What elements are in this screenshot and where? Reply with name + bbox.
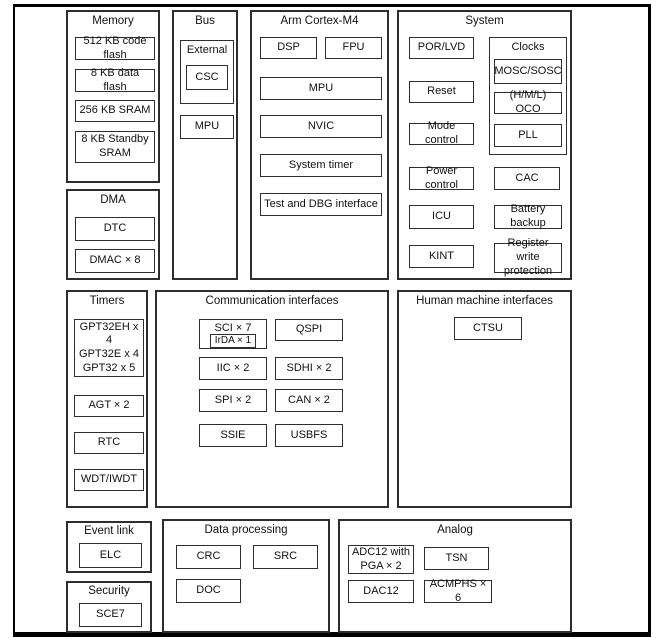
block-csc: CSC (186, 65, 228, 90)
block-data-flash: 8 KB data flash (75, 69, 155, 92)
block-cac: CAC (494, 167, 560, 190)
block-src: SRC (253, 545, 318, 569)
section-communication-interfaces (155, 290, 389, 508)
block-dac12: DAC12 (348, 580, 414, 603)
section-title-analog: Analog (437, 524, 473, 536)
block-dsp: DSP (260, 37, 317, 59)
block-ssie: SSIE (199, 424, 267, 447)
block-acmphs: ACMPHS × 6 (424, 580, 492, 603)
block-nvic: NVIC (260, 115, 382, 138)
block-test-dbg-interface: Test and DBG interface (260, 193, 382, 216)
gpt-line-1: GPT32EH x 4 (79, 320, 139, 347)
section-system (397, 10, 572, 280)
block-can: CAN × 2 (275, 389, 343, 412)
section-data-processing (162, 519, 330, 633)
block-tsn: TSN (424, 547, 489, 570)
section-title-bus: Bus (195, 15, 215, 27)
section-dma (66, 189, 160, 280)
block-qspi: QSPI (275, 319, 343, 341)
block-agt: AGT × 2 (74, 395, 144, 417)
block-mosc-sosc: MOSC/SOSC (494, 59, 562, 84)
external-bus-label: External (186, 44, 228, 56)
block-standby-sram: 8 KB Standby SRAM (75, 131, 155, 163)
section-title-hmi: Human machine interfaces (416, 295, 553, 307)
block-adc12-pga: ADC12 with PGA × 2 (348, 545, 414, 574)
block-crc: CRC (176, 545, 241, 569)
block-power-control: Power control (409, 167, 474, 190)
section-bus (172, 10, 238, 280)
group-external-bus (180, 40, 234, 104)
block-sci (199, 319, 267, 349)
block-doc: DOC (176, 579, 241, 603)
section-title-comm: Communication interfaces (205, 295, 339, 307)
block-icu: ICU (409, 205, 474, 229)
section-memory (66, 10, 160, 183)
section-security (66, 581, 152, 633)
block-gpt (74, 319, 144, 377)
section-human-machine-interfaces (397, 290, 572, 508)
block-iic: IIC × 2 (199, 357, 267, 380)
block-dmac: DMAC × 8 (75, 249, 155, 273)
block-sdhi: SDHI × 2 (275, 357, 343, 380)
section-title-cortex: Arm Cortex-M4 (280, 15, 359, 27)
block-oco: (H/M/L) OCO (494, 92, 562, 114)
block-rtc: RTC (74, 432, 144, 454)
block-sram: 256 KB SRAM (75, 100, 155, 122)
block-code-flash: 512 KB code flash (75, 37, 155, 60)
block-cortex-mpu: MPU (260, 77, 382, 100)
gpt-line-2: GPT32E x 4 (79, 348, 139, 360)
section-title-data-processing: Data processing (204, 524, 288, 536)
gpt-line-3: GPT32 x 5 (82, 361, 136, 374)
sci-label: SCI × 7 (214, 322, 252, 334)
section-title-system: System (465, 15, 504, 27)
block-wdt-iwdt: WDT/IWDT (74, 469, 144, 491)
group-clocks (489, 37, 567, 155)
block-reset: Reset (409, 81, 474, 103)
block-bus-mpu: MPU (180, 115, 234, 139)
section-event-link (66, 521, 152, 573)
section-title-dma: DMA (100, 194, 126, 206)
block-kint: KINT (409, 245, 474, 268)
block-fpu: FPU (325, 37, 382, 59)
block-mode-control: Mode control (409, 123, 474, 145)
block-spi: SPI × 2 (199, 389, 267, 412)
block-por-lvd: POR/LVD (409, 37, 474, 59)
block-pll: PLL (494, 124, 562, 147)
block-dtc: DTC (75, 217, 155, 241)
section-arm-cortex-m4 (250, 10, 389, 280)
block-battery-backup: Battery backup (494, 205, 562, 229)
section-title-security: Security (88, 585, 130, 597)
section-title-memory: Memory (92, 15, 134, 27)
block-usbfs: USBFS (275, 424, 343, 447)
block-register-write-protection: Register write protection (494, 243, 562, 273)
section-analog (338, 519, 572, 633)
section-title-event-link: Event link (84, 525, 134, 537)
clocks-label: Clocks (511, 41, 545, 53)
block-elc: ELC (79, 543, 142, 568)
block-system-timer: System timer (260, 154, 382, 177)
block-ctsu: CTSU (454, 317, 522, 340)
block-irda: IrDA × 1 (210, 334, 256, 348)
section-timers (66, 290, 148, 508)
section-title-timers: Timers (89, 295, 125, 307)
block-sce7: SCE7 (79, 603, 142, 627)
